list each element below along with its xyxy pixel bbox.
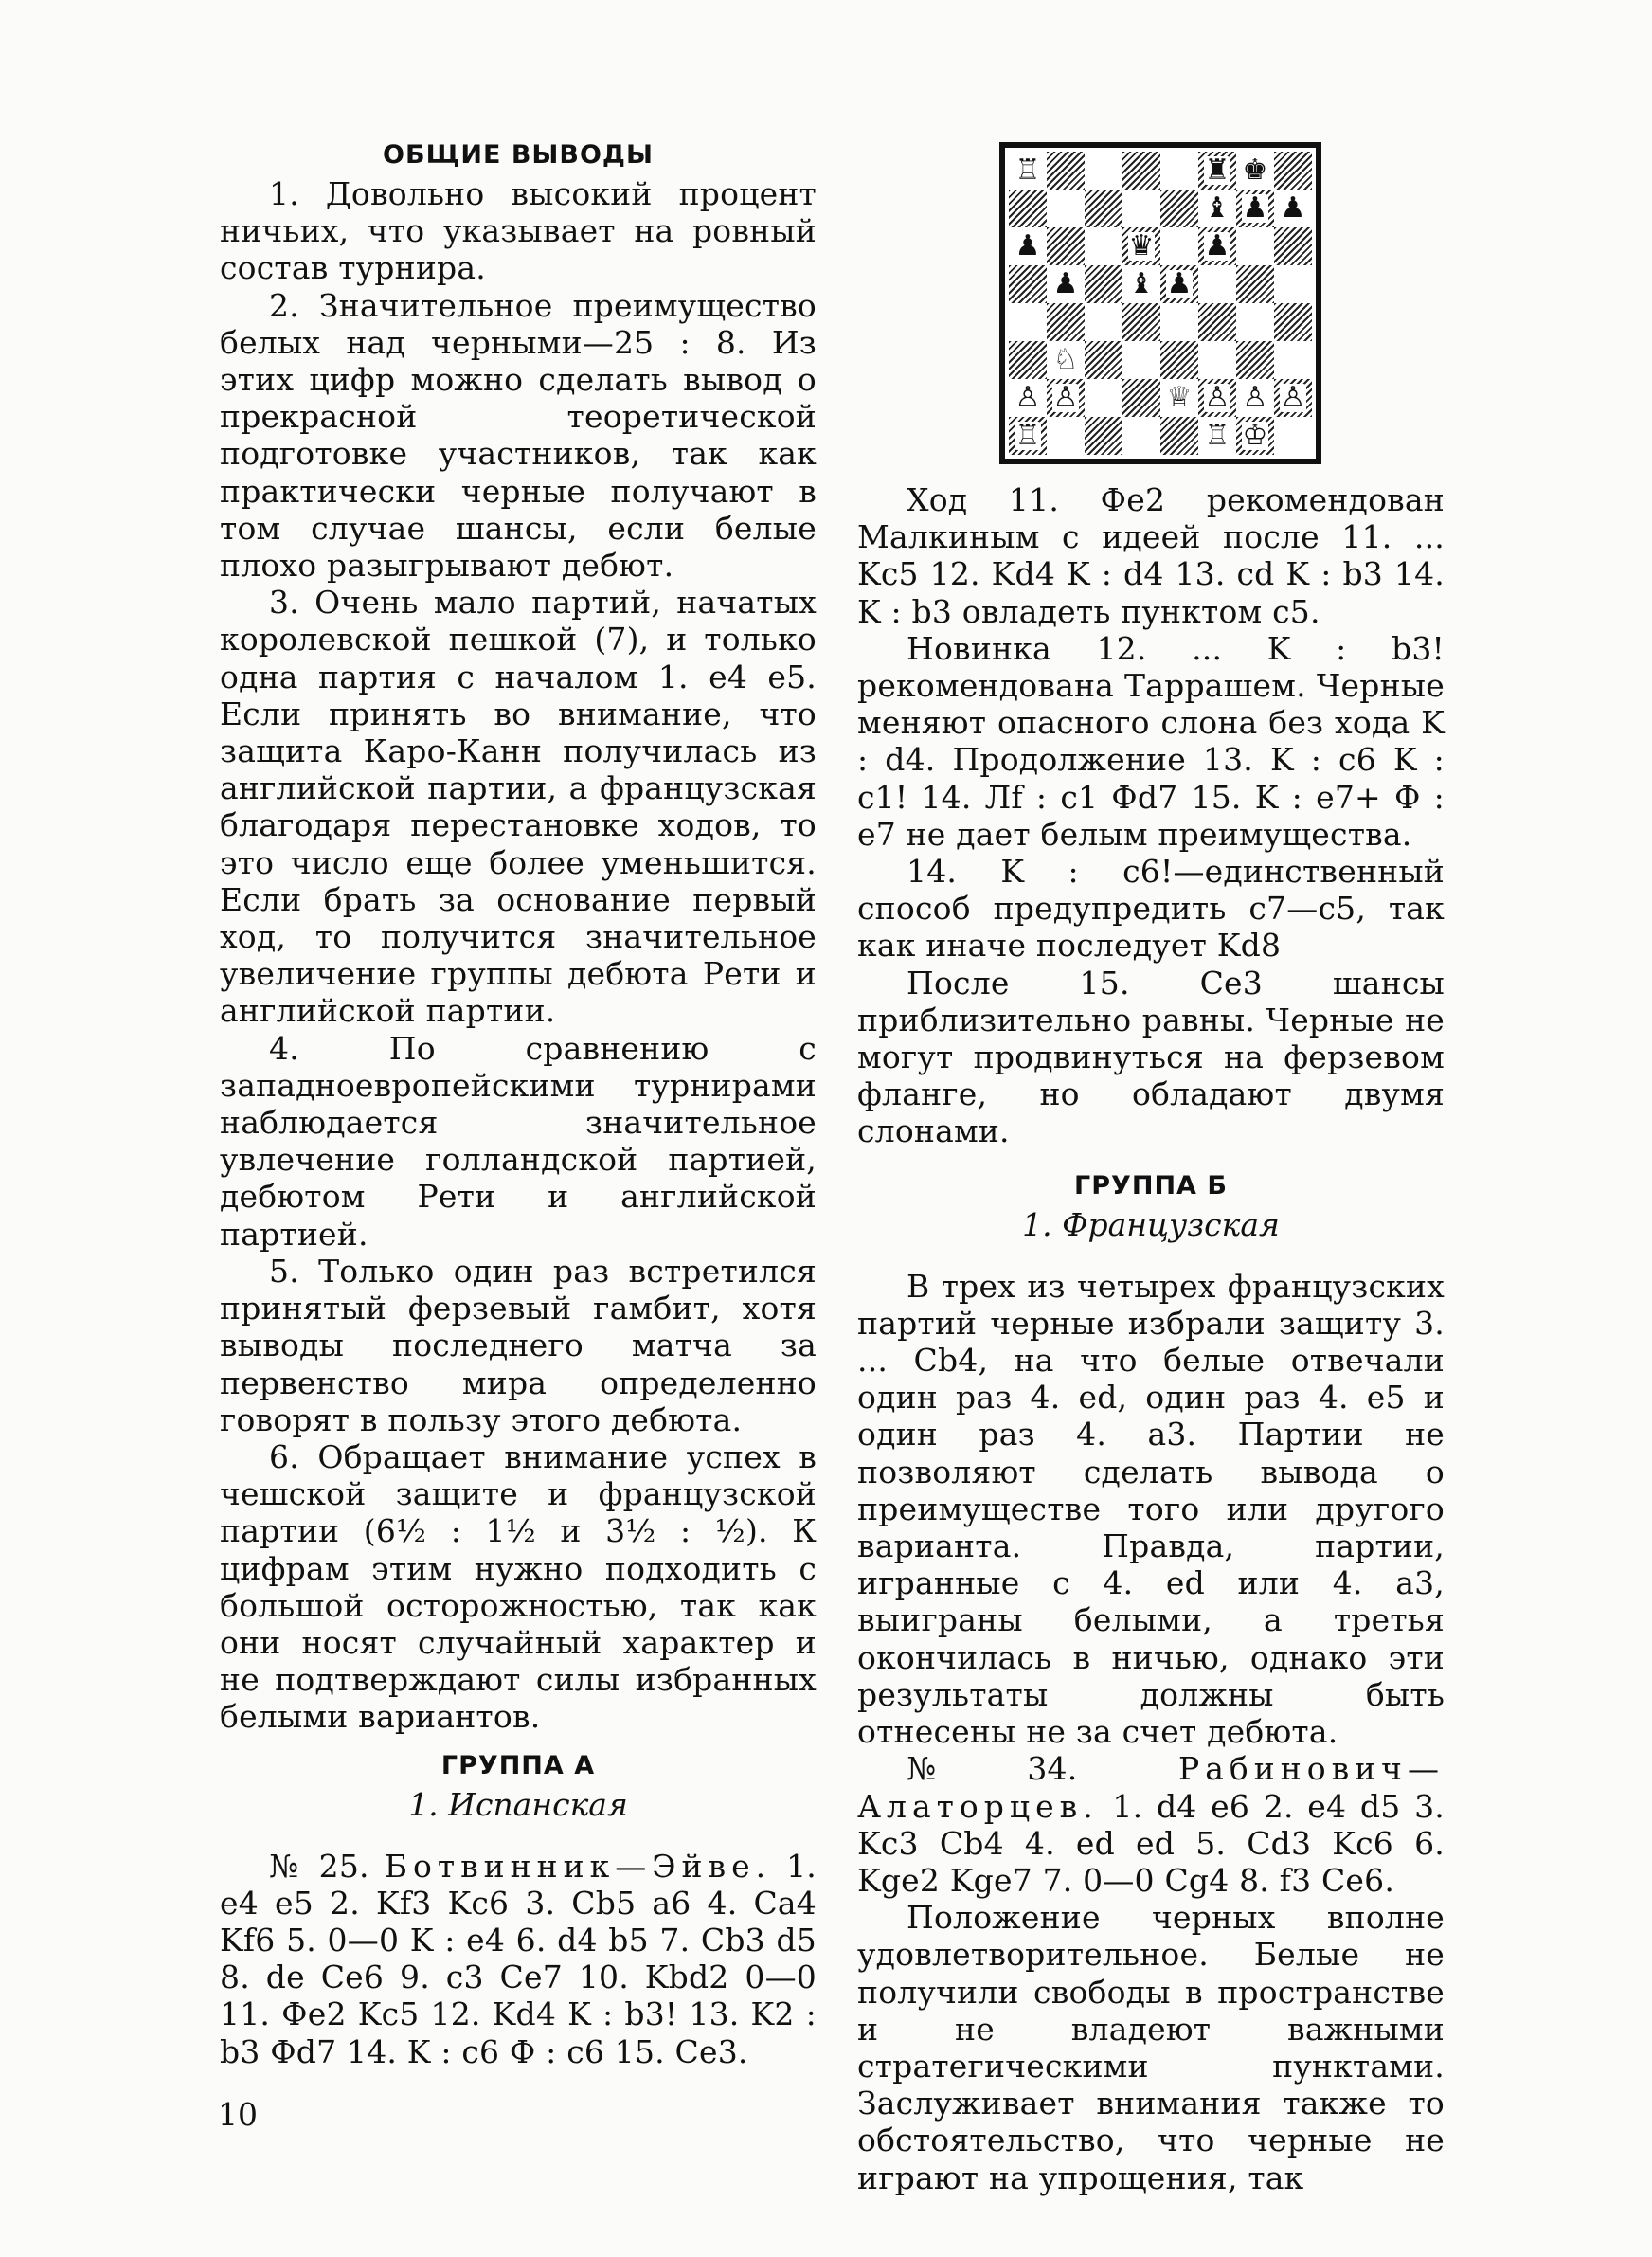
board-square xyxy=(1160,341,1198,379)
board-square xyxy=(1160,265,1198,303)
final-paragraph: Положение черных вполне удовлетворительное. Белые не получили свободы в пространстве и не владеют важными стратегическими пунктами. Заслуживает внимания также то обстоятельство, что черные не играют на упрощения, так xyxy=(857,1899,1445,2196)
board-square xyxy=(1085,341,1122,379)
board-square xyxy=(1160,227,1198,265)
commentary-paragraph: Ход 11. Фe2 рекомендован Малкиным с идеей после 11. ... Kc5 12. Kd4 K : d4 13. cd K : b3 14. K : b3 овладеть пунктом c5. xyxy=(857,481,1445,630)
board-square xyxy=(1122,417,1160,455)
chess-board xyxy=(1009,152,1312,455)
board-square xyxy=(1047,417,1085,455)
black-king-icon: ♚ xyxy=(1242,153,1268,187)
commentary-paragraph: 14. K : c6!—единственный способ предупредить c7—c5, так как иначе последует Kd8 xyxy=(857,853,1445,965)
board-square xyxy=(1047,341,1085,379)
board-square xyxy=(1009,303,1047,341)
heading-group-a: ГРУППА А xyxy=(440,1750,596,1780)
board-square xyxy=(1198,341,1236,379)
chess-diagram xyxy=(999,142,1321,464)
board-square xyxy=(1274,303,1312,341)
black-rook-icon: ♜ xyxy=(1204,153,1230,187)
board-square xyxy=(1085,190,1122,227)
heading-general-conclusions: ОБЩИЕ ВЫВОДЫ xyxy=(383,140,654,170)
commentary-paragraph: Новинка 12. ... K : b3! рекомендована Таррашем. Черные меняют опасного слона без хода K : d4. Продолжение 13. K : c6 K : c1! 14. Лf : c1 Фd7 15. K : e7+ Ф : e7 не дает белым преимущества. xyxy=(857,629,1445,853)
black-pawn-icon: ♟ xyxy=(1166,267,1193,300)
board-square xyxy=(1085,417,1122,455)
game-25-moves: 1. e4 e5 2. Kf3 Kc6 3. Cb5 a6 4. Ca4 Kf6 5. 0—0 K : e4 6. d4 b5 7. Cb3 d5 8. de Ce6 9. c3 Ce7 10. Kbd2 0—0 11. Фe2 Kc5 12. Kd4 K : b3! 13. K2 : b3 Фd7 14. K : c6 Ф : c6 15. Ce3. xyxy=(220,1847,817,2070)
board-square xyxy=(1198,265,1236,303)
black-pawn-icon: ♟ xyxy=(1052,267,1079,300)
conclusion-paragraph: 2. Значительное преимущество белых над черными—25 : 8. Из этих цифр можно сделать вывод о прекрасной теоретической подготовке участников, так как практически черные получают в том случае шансы, если белые плохо разыгрывают дебют. xyxy=(220,286,817,585)
conclusion-paragraph: 5. Только один раз встретился принятый ферзевый гамбит, хотя выводы последнего матча за первенство мира определенно говорят в пользу этого дебюта. xyxy=(220,1252,817,1438)
board-square xyxy=(1160,379,1198,417)
white-pawn-icon: ♙ xyxy=(1015,381,1041,414)
left-column xyxy=(220,133,817,2070)
board-square xyxy=(1047,303,1085,341)
game-25-record xyxy=(220,1848,817,2070)
board-square xyxy=(1198,379,1236,417)
board-square xyxy=(1085,303,1122,341)
subheading-french: 1. Французская xyxy=(1022,1205,1280,1243)
game-34-number: №34. xyxy=(907,1750,1078,1788)
white-rook-icon: ♖ xyxy=(1204,419,1230,452)
board-square xyxy=(1160,190,1198,227)
board-square xyxy=(1047,265,1085,303)
game-34-players: Рабинович—Алаторцев. xyxy=(857,1750,1445,1825)
board-square xyxy=(1085,379,1122,417)
white-pawn-icon: ♙ xyxy=(1280,381,1306,414)
board-square xyxy=(1274,227,1312,265)
board-square xyxy=(1274,379,1312,417)
board-square xyxy=(1236,303,1274,341)
board-square xyxy=(1122,303,1160,341)
black-bishop-icon: ♝ xyxy=(1128,267,1155,300)
board-square xyxy=(1122,152,1160,190)
white-rook-icon: ♖ xyxy=(1015,153,1041,187)
board-square xyxy=(1236,152,1274,190)
board-square xyxy=(1236,417,1274,455)
board-square xyxy=(1047,152,1085,190)
board-square xyxy=(1009,265,1047,303)
board-square xyxy=(1236,190,1274,227)
game-25-players: Ботвинник—Эйве. xyxy=(384,1847,772,1885)
black-queen-icon: ♛ xyxy=(1128,229,1155,262)
board-square xyxy=(1009,341,1047,379)
board-square xyxy=(1122,227,1160,265)
board-square xyxy=(1009,190,1047,227)
white-rook-icon: ♖ xyxy=(1015,419,1041,452)
board-square xyxy=(1122,265,1160,303)
board-square xyxy=(1274,152,1312,190)
white-knight-icon: ♘ xyxy=(1052,343,1079,376)
french-paragraph: В трех из четырех французских партий черные избрали защиту 3. ... Cb4, на что белые отвечали один раз 4. ed, один раз 4. e5 и один раз 4. a3. Партии не позволяют сделать вывода о преимуществе того или другого варианта. Правда, партии, игранные с 4. ed или 4. a3, выиграны белыми, а третья окончилась в ничью, однако эти результаты должны быть отнесены не за счет дебюта. xyxy=(857,1267,1445,1751)
black-pawn-icon: ♟ xyxy=(1280,191,1306,225)
board-square xyxy=(1198,303,1236,341)
white-pawn-icon: ♙ xyxy=(1052,381,1079,414)
board-square xyxy=(1122,341,1160,379)
game-34-moves: 1. d4 e6 2. e4 d5 3. Kc3 Cb4 4. ed ed 5. Cd3 Kc6 6. Kge2 Kge7 7. 0—0 Cg4 8. f3 Ce6. xyxy=(857,1787,1445,1899)
board-square xyxy=(1085,152,1122,190)
board-square xyxy=(1085,265,1122,303)
conclusion-paragraph: 1. Довольно высокий процент ничьих, что указывает на ровный состав турнира. xyxy=(220,175,817,287)
board-square xyxy=(1047,190,1085,227)
board-square xyxy=(1085,227,1122,265)
board-square xyxy=(1009,152,1047,190)
board-square xyxy=(1160,152,1198,190)
subheading-spanish: 1. Испанская xyxy=(408,1785,628,1823)
board-square xyxy=(1198,190,1236,227)
board-square xyxy=(1198,417,1236,455)
board-square xyxy=(1198,152,1236,190)
board-square xyxy=(1236,227,1274,265)
conclusion-paragraph: 4. По сравнению с западноевропейскими турнирами наблюдается значительное увлечение голландской партией, дебютом Рети и английской партией. xyxy=(220,1029,817,1253)
board-square xyxy=(1009,227,1047,265)
heading-group-b: ГРУППА Б xyxy=(1074,1170,1228,1201)
white-pawn-icon: ♙ xyxy=(1242,381,1268,414)
black-pawn-icon: ♟ xyxy=(1204,229,1230,262)
board-square xyxy=(1047,227,1085,265)
board-square xyxy=(1198,227,1236,265)
board-square xyxy=(1160,303,1198,341)
white-king-icon: ♔ xyxy=(1242,419,1268,452)
game-25-number: № 25. xyxy=(269,1847,369,1885)
board-square xyxy=(1274,417,1312,455)
conclusion-paragraph: 3. Очень мало партий, начатых королевской пешкой (7), и только одна партия с началом 1. e4 e5. Если принять во внимание, что защита Каро-Канн получилась из английской партии, а французская благодаря перестановке ходов, то это число еще более уменьшится. Если брать за основание первый ход, то получится значительное увеличение группы дебюта Рети и английской партии. xyxy=(220,584,817,1030)
board-square xyxy=(1236,379,1274,417)
black-pawn-icon: ♟ xyxy=(1015,229,1041,262)
board-square xyxy=(1009,417,1047,455)
board-square xyxy=(1236,341,1274,379)
board-square xyxy=(1122,190,1160,227)
board-square xyxy=(1274,190,1312,227)
game-34-record xyxy=(857,1750,1445,1899)
right-column xyxy=(857,133,1445,2196)
board-square xyxy=(1160,417,1198,455)
board-square xyxy=(1274,341,1312,379)
white-pawn-icon: ♙ xyxy=(1204,381,1230,414)
board-square xyxy=(1236,265,1274,303)
board-square xyxy=(1122,379,1160,417)
conclusion-paragraph: 6. Обращает внимание успех в чешской защите и французской партии (6½ : 1½ и 3½ : ½). К цифрам этим нужно подходить с большой осторожностью, так как они носят случайный характер и не подтверждают силы избранных белыми вариантов. xyxy=(220,1437,817,1736)
commentary-paragraph: После 15. Ce3 шансы приблизительно равны. Черные не могут продвинуться на ферзевом фланге, но обладают двумя слонами. xyxy=(857,964,1445,1150)
white-queen-icon: ♕ xyxy=(1166,381,1193,414)
board-square xyxy=(1274,265,1312,303)
page-number: 10 xyxy=(218,2096,258,2133)
board-square xyxy=(1047,379,1085,417)
board-square xyxy=(1009,379,1047,417)
black-bishop-icon: ♝ xyxy=(1204,191,1230,225)
black-pawn-icon: ♟ xyxy=(1242,191,1268,225)
